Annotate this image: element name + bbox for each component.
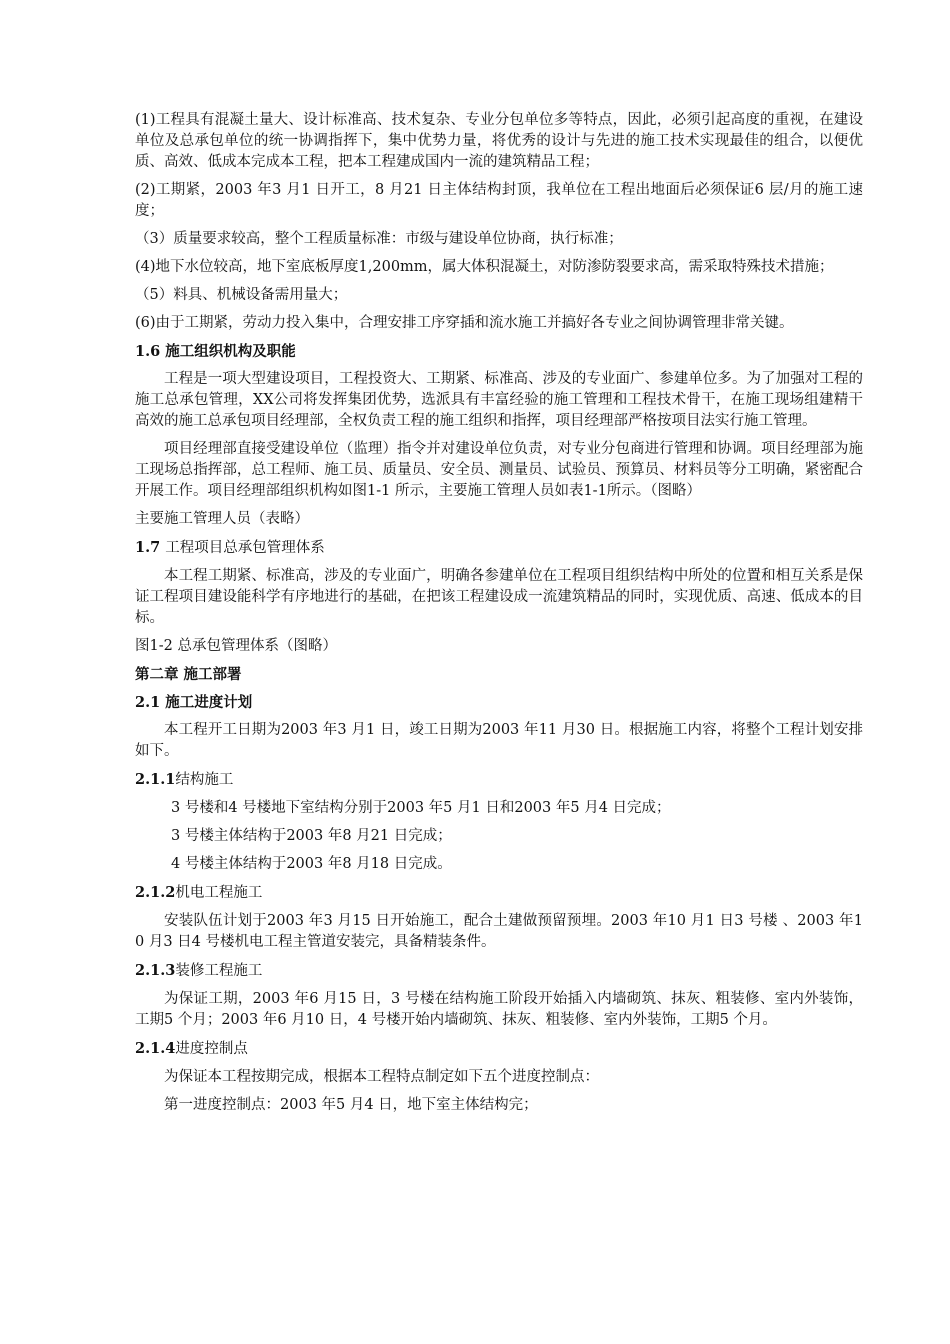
section-number: 1.7 [135, 539, 161, 556]
section-title: 施工进度计划 [165, 694, 253, 711]
list-line: 4 号楼主体结构于2003 年8 月18 日完成。 [171, 856, 452, 872]
paragraph: 本工程开工日期为2003 年3 月1 日，竣工日期为2003 年11 月30 日。根据施工内容，将整个工程计划安排如下。 [135, 722, 863, 759]
paragraph: 项目经理部直接受建设单位（监理）指令并对建设单位负责，对专业分包商进行管理和协调。项目经理部为施工现场总指挥部，总工程师、施工员、质量员、安全员、测量员、试验员、预算员、材料员等分工明确，紧密配合开展工作。项目经理部组织机构如图1-1 所示，主要施工管理人员如表1-1所示。（图略） [135, 441, 863, 499]
section-heading-2-1 [135, 692, 863, 713]
subsection-heading-2-1-3 [135, 960, 863, 982]
section-number: 2.1.4 [135, 1040, 176, 1057]
section-number: 2.1.2 [135, 884, 176, 901]
section-heading-1-7 [135, 537, 863, 559]
list-item-5: （5）料具、机械设备需用量大； [135, 287, 348, 303]
section-heading-1-6 [135, 341, 863, 362]
list-item-1: (1)工程具有混凝土量大、设计标准高、技术复杂、专业分包单位多等特点，因此，必须引起高度的重视，在建设单位及总承包单位的统一协调指挥下，集中优势力量，将优秀的设计与先进的施工技术实现最佳的组合，以便优质、高效、低成本完成本工程，把本工程建成国内一流的建筑精品工程； [135, 112, 863, 170]
figure-omitted-note: 图1-2 总承包管理体系（图略） [135, 638, 337, 654]
section-title: 进度控制点 [175, 1041, 248, 1057]
section-title: 机电工程施工 [175, 885, 263, 901]
document-page [135, 110, 863, 1123]
section-number: 2.1 [135, 694, 161, 711]
subsection-heading-2-1-4 [135, 1038, 863, 1060]
list-item-2: (2)工期紧，2003 年3 月1 日开工，8 月21 日主体结构封顶，我单位在工程出地面后必须保证6 层/月的施工速度； [135, 182, 863, 219]
table-omitted-note: 主要施工管理人员（表略） [135, 511, 309, 527]
list-line: 3 号楼主体结构于2003 年8 月21 日完成； [171, 828, 452, 844]
section-number: 2.1.1 [135, 771, 176, 788]
subsection-heading-2-1-1 [135, 769, 863, 791]
paragraph: 安装队伍计划于2003 年3 月15 日开始施工，配合土建做预留预埋。2003 年10 月1 日3 号楼 、2003 年10 月3 日4 号楼机电工程主管道安装完，具备精装条件。 [135, 913, 863, 950]
paragraph: 为保证本工程按期完成，根据本工程特点制定如下五个进度控制点： [164, 1069, 599, 1085]
list-item-6: (6)由于工期紧，劳动力投入集中，合理安排工序穿插和流水施工并搞好各专业之间协调管理非常关键。 [135, 315, 794, 331]
section-title: 工程项目总承包管理体系 [165, 540, 325, 556]
section-number: 1.6 [135, 343, 161, 360]
section-title: 施工组织机构及职能 [165, 343, 296, 360]
section-title: 装修工程施工 [175, 963, 263, 979]
section-title: 结构施工 [175, 772, 234, 788]
paragraph: 为保证工期，2003 年6 月15 日，3 号楼在结构施工阶段开始插入内墙砌筑、抹灰、粗装修、室内外装饰，工期5 个月；2003 年6 月10 日，4 号楼开始内墙砌筑、抹灰、粗装修、室内外装饰，工期5 个月。 [135, 991, 863, 1028]
list-item-3: （3）质量要求较高，整个工程质量标准：市级与建设单位协商，执行标准； [135, 231, 623, 247]
chapter-heading: 第二章 施工部署 [135, 666, 242, 683]
list-item-4: (4)地下水位较高，地下室底板厚度1,200mm，属大体积混凝土，对防渗防裂要求高，需采取特殊技术措施； [135, 259, 834, 275]
section-number: 2.1.3 [135, 962, 176, 979]
subsection-heading-2-1-2 [135, 882, 863, 904]
paragraph: 工程是一项大型建设项目，工程投资大、工期紧、标准高、涉及的专业面广、参建单位多。为了加强对工程的施工总承包管理，XX公司将发挥集团优势，选派具有丰富经验的施工管理和工程技术骨干，在施工现场组建精干高效的施工总承包项目经理部，全权负责工程的施工组织和指挥，项目经理部严格按项目法实行施工管理。 [135, 371, 863, 429]
paragraph: 本工程工期紧、标准高，涉及的专业面广，明确各参建单位在工程项目组织结构中所处的位置和相互关系是保证工程项目建设能科学有序地进行的基础，在把该工程建设成一流建筑精品的同时，实现优质、高速、低成本的目标。 [135, 568, 863, 626]
list-line: 3 号楼和4 号楼地下室结构分别于2003 年5 月1 日和2003 年5 月4 日完成； [171, 800, 671, 816]
paragraph: 第一进度控制点：2003 年5 月4 日，地下室主体结构完； [164, 1097, 538, 1113]
